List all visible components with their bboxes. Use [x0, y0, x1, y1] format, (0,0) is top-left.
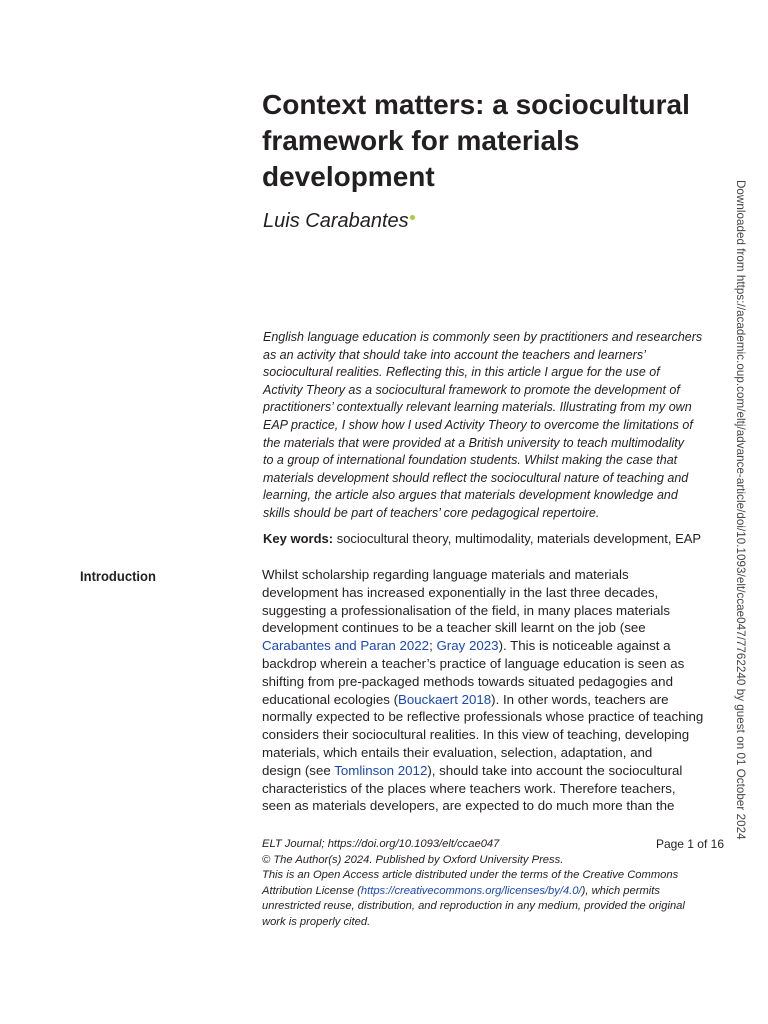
body-line [262, 691, 722, 709]
body-text-fragment: ), should take into account the sociocultural [427, 762, 683, 778]
keywords-label: Key words: [263, 531, 334, 546]
abstract-line: as an activity that should take into account the teachers and learners’ [263, 347, 646, 362]
body-line: normally expected to be reflective professionals whose practice of teaching [262, 709, 704, 725]
license-text-fragment: Attribution License ( [262, 884, 361, 897]
body-line: characteristics of the places where teachers work. Therefore teachers, [262, 780, 676, 796]
introduction-body [262, 566, 722, 815]
body-text-fragment: design (see [262, 762, 335, 778]
title-line: development [262, 161, 435, 192]
abstract-line: learning, the article also argues that materials development knowledge and [263, 488, 678, 503]
copyright-notice: © The Author(s) 2024. Published by Oxford University Press. [262, 853, 564, 866]
abstract-line: the materials that were provided at a British university to teach multimodality [263, 435, 685, 450]
body-line [262, 762, 722, 780]
abstract-line: Activity Theory as a sociocultural framework to promote the development of [263, 382, 680, 397]
keywords-list: sociocultural theory, multimodality, materials development, EAP [333, 531, 702, 546]
abstract-line: skills should be part of teachers’ core pedagogical repertoire. [263, 505, 600, 520]
title-line: Context matters: a sociocultural [262, 89, 690, 120]
license-link[interactable]: https://creativecommons.org/licenses/by/4.0/ [360, 884, 582, 897]
citation-separator: ; [429, 638, 437, 654]
abstract-line: EAP practice, I show how I used Activity Theory to overcome the limitations of [263, 417, 693, 432]
license-text-fragment: ), which permits [581, 884, 660, 897]
license-line: This is an Open Access article distributed under the terms of the Creative Commons [262, 869, 679, 882]
footer-top-row [262, 837, 724, 853]
download-watermark: Downloaded from https://academic.oup.com/eltj/advance-article/doi/10.1093/elt/ccae047/7762240 by guest on 01 October 2024 [734, 180, 747, 840]
citation-link-carabantes-paran[interactable]: Carabantes and Paran 2022 [262, 638, 430, 654]
title-line: framework for materials [262, 125, 580, 156]
citation-link-tomlinson[interactable]: Tomlinson 2012 [334, 762, 428, 778]
license-line [262, 884, 724, 900]
abstract-line: English language education is commonly seen by practitioners and researchers [263, 330, 703, 344]
keywords [263, 530, 723, 548]
license-line: unrestricted reuse, distribution, and reproduction in any medium, provided the original [262, 900, 685, 913]
body-line: considers their sociocultural realities. In this view of teaching, developing [262, 727, 690, 743]
abstract-line: sociocultural realities. Reflecting this, in this article I argue for the use of [263, 365, 660, 380]
author-name: Luis Carabantes [263, 210, 409, 232]
abstract-line: practitioners’ contextually relevant learning materials. Illustrating from my own [263, 400, 692, 415]
body-line: Whilst scholarship regarding language materials and materials [262, 567, 629, 582]
body-line: development continues to be a teacher skill learnt on the job (see [262, 620, 646, 636]
body-line: shifting from pre-packaged methods towards situated pedagogies and [262, 673, 673, 689]
body-line: backdrop wherein a teacher’s practice of language education is seen as [262, 655, 685, 671]
body-line [262, 637, 722, 655]
journal-reference: ELT Journal; https://doi.org/10.1093/elt/ccae047 [262, 838, 500, 850]
abstract [263, 329, 718, 523]
citation-link-bouckaert[interactable]: Bouckaert 2018 [398, 691, 492, 707]
body-text-fragment: ). This is noticeable against a [498, 638, 671, 654]
page-number: Page 1 of 16 [655, 837, 724, 851]
body-text-fragment: educational ecologies ( [262, 691, 399, 707]
orcid-icon[interactable] [410, 215, 415, 220]
body-line: seen as materials developers, are expected to do much more than the [262, 798, 675, 814]
abstract-line: materials development should reflect the sociocultural nature of teaching and [263, 470, 689, 485]
body-line: development has increased exponentially in the last three decades, [262, 584, 659, 600]
citation-link-gray[interactable]: Gray 2023 [436, 638, 499, 654]
section-heading-introduction: Introduction [80, 568, 156, 584]
license-line: work is properly cited. [262, 915, 371, 928]
author-line [263, 207, 415, 235]
body-line: suggesting a professionalisation of the field, in many places materials [262, 602, 670, 618]
page-footer [262, 837, 724, 931]
body-line: materials, which entails their evaluation, selection, adaptation, and [262, 744, 653, 760]
article-title [262, 87, 712, 195]
abstract-line: to a group of international foundation students. Whilst making the case that [263, 453, 678, 468]
body-text-fragment: ). In other words, teachers are [491, 691, 669, 707]
